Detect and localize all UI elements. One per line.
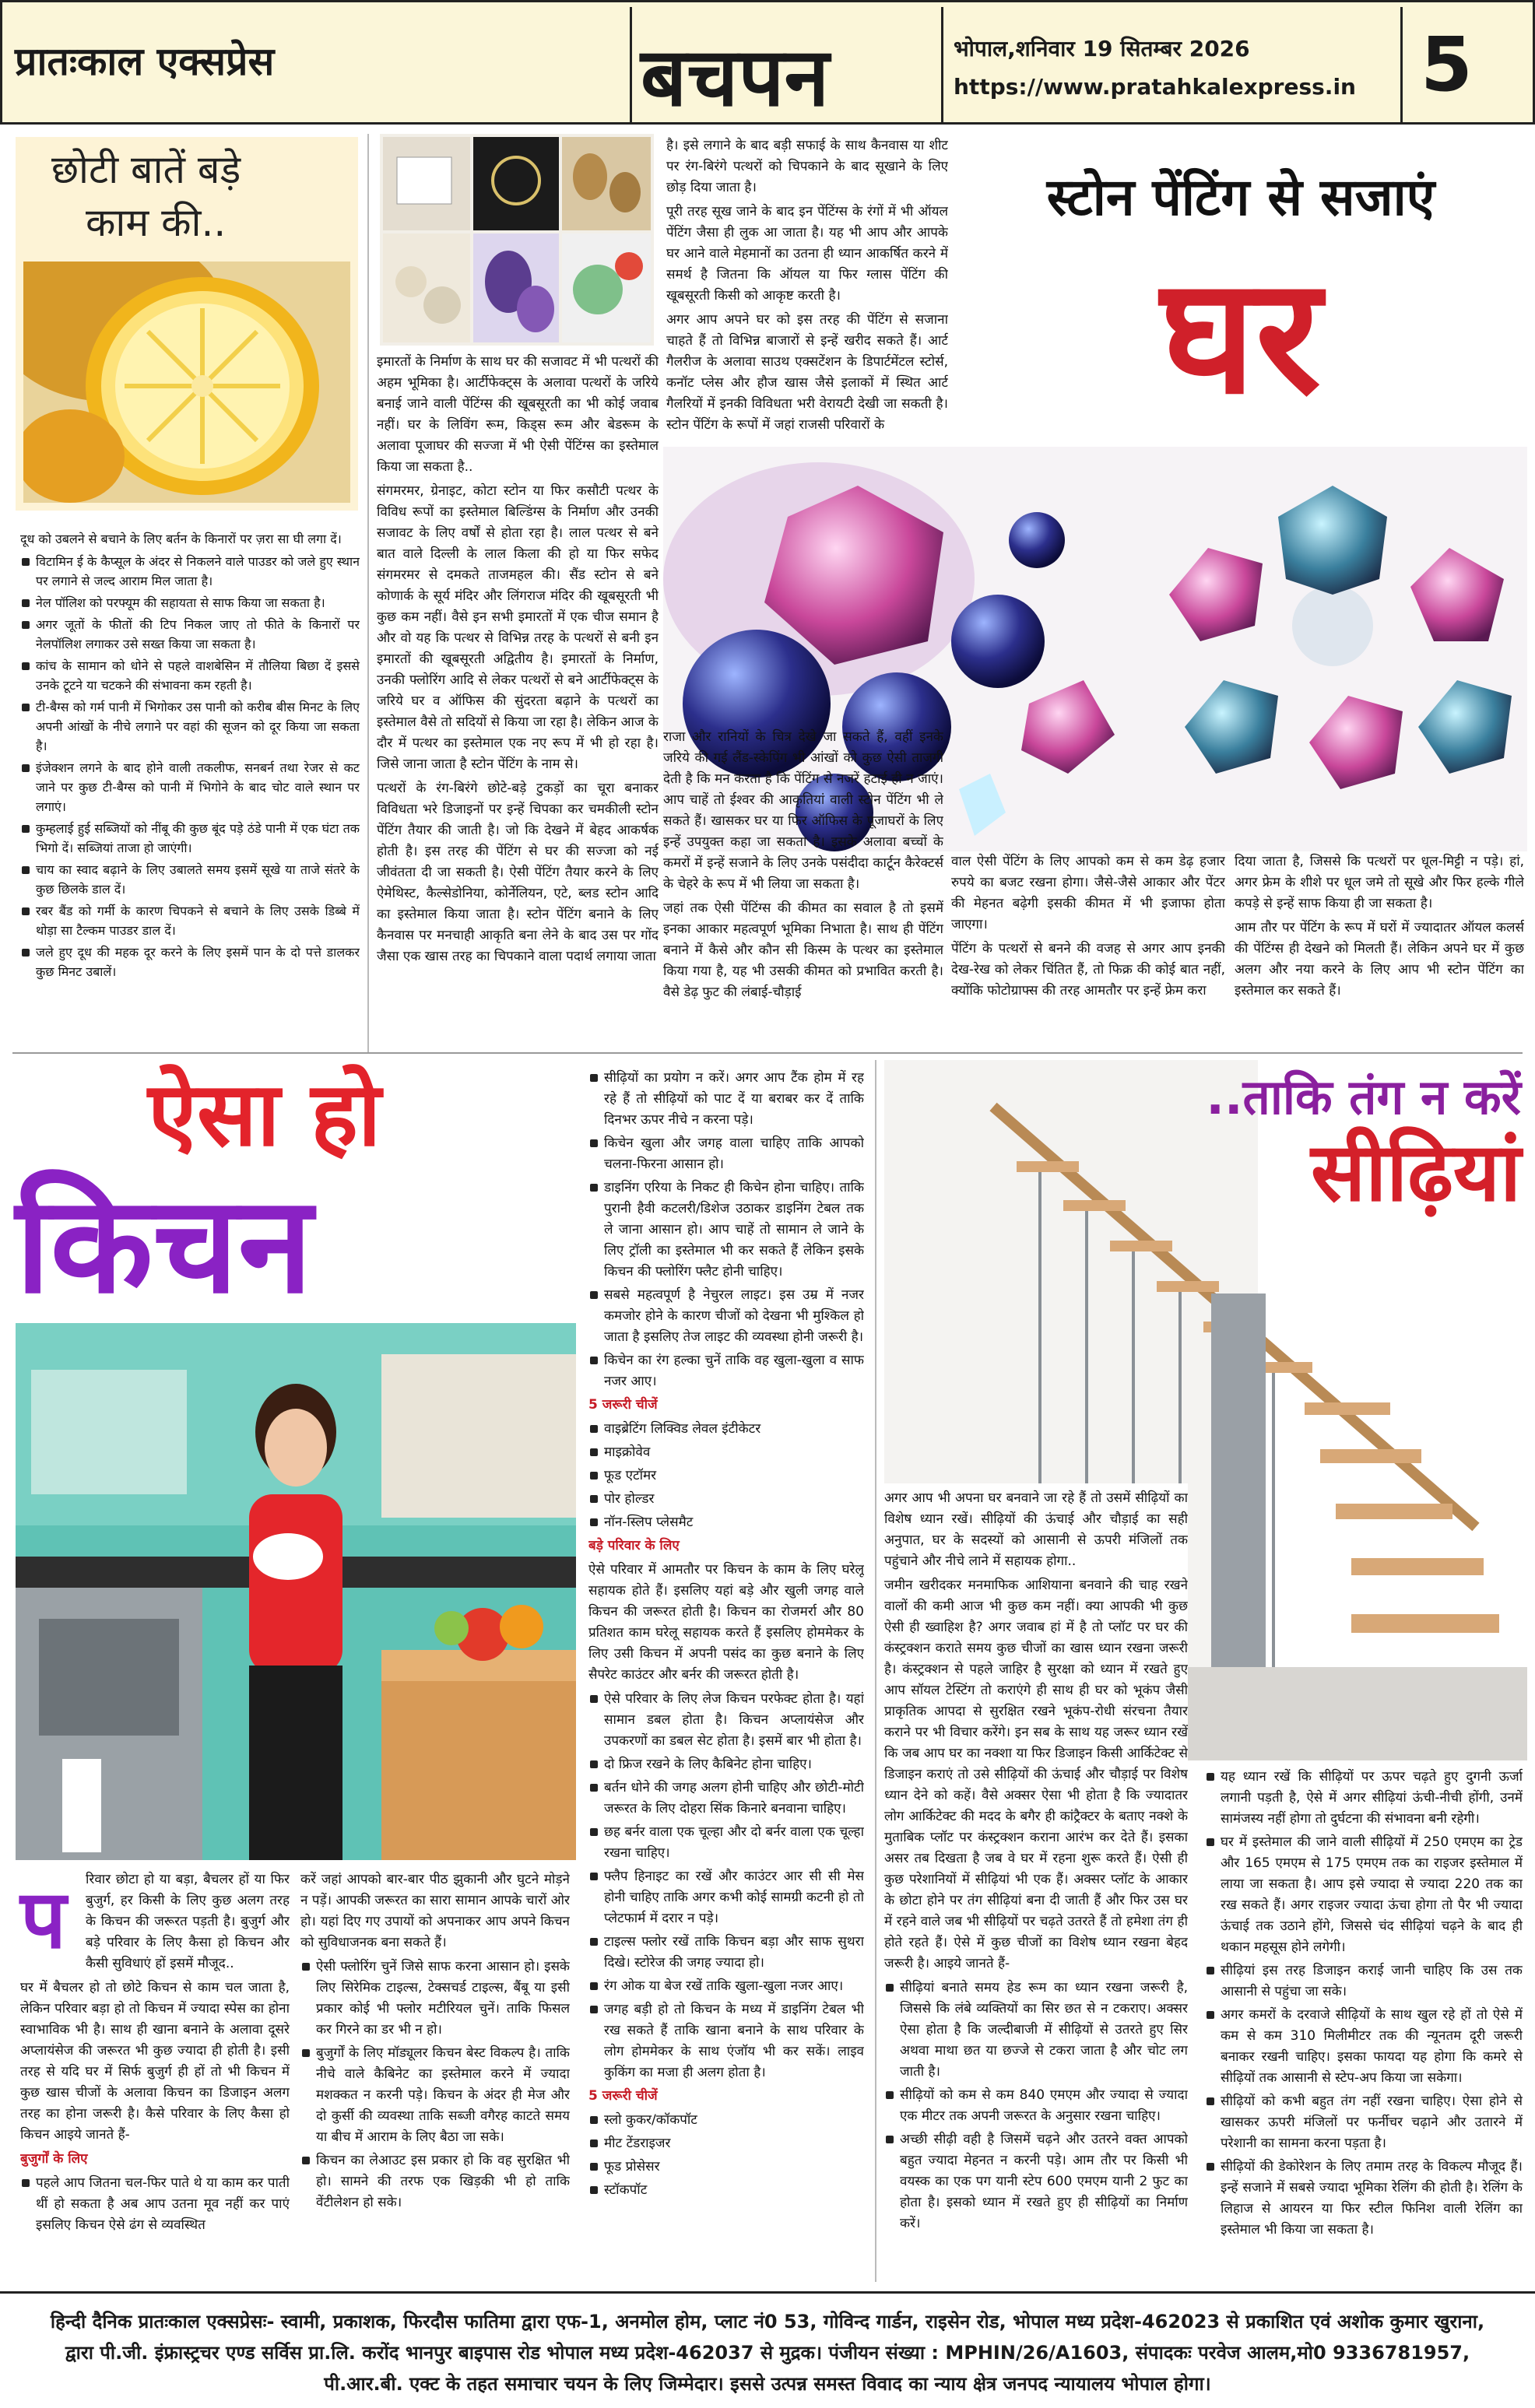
stone-col-3	[663, 727, 943, 1044]
kitchen-bullet: ऐसी फ्लोरिंग चुनें जिसे साफ करना आसान हो। इसके लिए सिरेमिक टाइल्स, टेक्सचर्ड टाइल्स, बैंबू या इसी प्रकार कोई भी फ्लोर मटीरियल चुनें। ताकि फिसल कर गिरने का डर भी न हो।	[300, 1957, 570, 2041]
tip-item: विटामिन ई के कैप्सूल के अंदर से निकलने वाले पाउडर को जले हुए स्थान पर लगाने से जल्द आराम मिल जाता है।	[20, 552, 360, 591]
stairs-headline-block	[1136, 1060, 1526, 1223]
tip-item: रबर बैंड को गर्मी के कारण चिपकने से बचाने के लिए उसके डिब्बे में थोड़ा सा टैल्कम पाउडर डाल दें।	[20, 901, 360, 940]
tip-item: चाय का स्वाद बढ़ाने के लिए उबालते समय इसमें सूखे या ताजे संतरे के कुछ छिलके डाल दें।	[20, 860, 360, 899]
must-have-item: नॉन-स्लिप प्लेसमैट	[588, 1512, 864, 1533]
kitchen-bullet: ऐसे परिवार के लिए लेज किचन परफेक्ट होता है। यहां सामान डबल होता है। किचन अप्लायंसेज और उपकरणों का डबल सेट होता है। इसमें बार भी होता है।	[588, 1689, 864, 1752]
tips-intro: दूध को उबलने से बचाने के लिए बर्तन के किनारों पर ज़रा सा घी लगा दें।	[20, 532, 342, 546]
must-have-item: स्टॉकपॉट	[588, 2180, 864, 2201]
stone-paragraph: है। इसे लगाने के बाद बड़ी सफाई के साथ कैनवास या शीट पर रंग-बिरंगे पत्थरों को चिपकाने के बाद सूखाने के लिए छोड़ दिया जाता है।	[666, 138, 948, 195]
kitchen-col-2	[300, 1869, 570, 2287]
kitchen-intro: रिवार छोटा हो या बड़ा, बैचलर हों या फिर बुजुर्ग, हर किसी के लिए कुछ अलग तरह के किचन की जरूरत पड़ती है। बुजुर्ग और बड़े परिवार के लिए कैसा हो किचन और कैसी सुविधाएं हों इसमें मौजूद..	[86, 1872, 290, 1971]
kitchen-bullet: पहले आप जितना चल-फिर पाते थे या काम कर पाती थीं हो सकता है अब आप उतना मूव नहीं कर पाएं इसलिए किचन ऐसे ढंग से व्यवस्थित	[20, 2173, 290, 2236]
imprint-footer	[0, 2291, 1535, 2408]
masthead-divider	[1400, 7, 1403, 122]
stairs-col-2	[1205, 1767, 1523, 2287]
must-have-item: माइक्रोवेव	[588, 1442, 864, 1463]
stone-paragraph: वाल ऐसी पेंटिंग के लिए आपको कम से कम डेढ़ हजार रुपये का बजट रखना होगा। जैसे-जैसे आकार और पेंटर की मेहनत बढ़ेगी इसकी कीमत में भी इजाफा होता जाएगा।	[951, 854, 1225, 932]
must-have-item: मीट टेंडराइजर	[588, 2133, 864, 2154]
kitchen-bullet: टाइल्स फ्लोर रखें ताकि किचन बड़ा और साफ सुथरा दिखे। स्टोरेज की जगह ज्यादा हो।	[588, 1932, 864, 1974]
masthead-divider	[630, 7, 632, 122]
stone-paragraph: राजा और रानियों के चित्र देखे जा सकते हैं, वहीं इनके जरिये की गई लैंड-स्केपिंग भी आंखों को कुछ ऐसी ताजगी देती है कि मन करता है कि पेंटिंग से नजरें हटाई ही न जाएं। आप चाहें तो ईश्वर की आकृतियां वाली स्टोन पेंटिंग भी ले सकते हैं। खासकर घर या फिर ऑफिस के पूजाघरों के लिए इन्हें उपयुक्त कहा जा सकता है। इसके अलावा बच्चों के कमरों में इन्हें सजाने के लिए उनके पसंदीदा कार्टून कैरेक्टर्स के चेहरे के रूप में भी लिया जा सकता है।	[663, 729, 943, 892]
paper-name: प्रातःकाल एक्सप्रेस	[15, 39, 275, 84]
stairs-paragraph: अगर आप भी अपना घर बनवाने जा रहे हैं तो उसमें सीढ़ियों का विशेष ध्यान रखें। सीढ़ियों की ऊंचाई और चौड़ाई का सही अनुपात, घर के सदस्यों को आसानी से ऊपरी मंजिलों तक पहुंचाने और नीचे लाने में सहायक होगा..	[884, 1490, 1188, 1569]
kitchen-paragraph: ऐसे परिवार में आमतौर पर किचन के काम के लिए घरेलू सहायक होते हैं। इसलिए यहां बड़े और खुली जगह वाले किचन की जरूरत होती है। किचन का रोजमर्रा और 80 प्रतिशत काम घरेलू सहायक करते हैं इसलिए होममेकर के लिए उसी किचन में अपनी पसंद का कुछ बनाने के लिए सैपरेट काउंटर और बर्नर की जरूरत होती है।	[588, 1562, 864, 1683]
stone-paragraph: जहां तक ऐसी पेंटिंग्स की कीमत का सवाल है तो इसमें इनका आकार महत्वपूर्ण भूमिका निभाता है। साथ ही पेंटिंग बनाने में कैसे और कौन सी किस्म के पत्थर का इस्तेमाल किया गया है, यह भी उसकी कीमत को प्रभावित करती है। वैसे डेढ़ फुट की लंबाई-चौड़ाई	[663, 900, 943, 1000]
stairs-col-1	[884, 1483, 1188, 2287]
tips-body	[20, 529, 360, 1043]
family-subhead: बड़े परिवार के लिए	[588, 1538, 680, 1553]
stone-headline-big: घर	[1160, 241, 1321, 430]
stairs-headline-line1: ..ताकि तंग न करें	[1206, 1069, 1521, 1125]
must-have-item: फूड एटॉमर	[588, 1466, 864, 1487]
kitchen-bullet: रंग ओक या बेज रखें ताकि खुला-खुला नजर आए।	[588, 1976, 864, 1997]
column-divider	[367, 134, 369, 1052]
stone-paragraph: पत्थरों के रंग-बिरंगे छोटे-बड़े टुकड़ों का चूरा बनाकर विविधता भरे डिजाइनों पर इन्हें चिपका कर चमकीली स्टोन पेंटिंग तैयार की जाती है। जो कि देखने में बेहद आकर्षक होती है। इस तरह की पेंटिंग से घर की सज्जा को नई जीवंतता दी जा सकती है। ऐसी पेंटिंग तैयार करने के लिए ऐमेथिस्ट, कैल्सेडोनिया, कोर्नेलियन, एटे, ब्लड स्टोन आदि का इस्तेमाल किया जाता है। स्टोन पेंटिंग बनाने के लिए कैनवास पर मनचाही आकृति बना लेने के बाद उस पर गोंद जैसा एक खास तरह का चिपकाने वाला पदार्थ लगाया जाता	[377, 781, 659, 964]
tip-item: इंजेक्शन लगने के बाद होने वाली तकलीफ, सनबर्न तथा रेजर से कट जाने पर कुछ टी-बैग्स को पानी में भिगोने के बाद चोट वाले स्थान पर लगाएं।	[20, 758, 360, 816]
imprint-text	[23, 2306, 1512, 2399]
stairs-bullet: अच्छी सीढ़ी वही है जिसमें चढ़ने और उतरने वक्त आपको बहुत ज्यादा मेहनत न करनी पड़े। आम तौर पर किसी भी वयस्क का एक पग यानी स्टेप 600 एमएम यानी 2 फुट का होता है। इसको ध्यान में रखते हुए ही सीढ़ियों का निर्माण करें।	[884, 2129, 1188, 2234]
must-have-item: वाइब्रेटिंग लिक्विड लेवल इंटीकेटर	[588, 1419, 864, 1440]
stone-headline-block	[961, 137, 1521, 445]
page-number: 5	[1421, 21, 1473, 108]
section-divider	[12, 1052, 1523, 1054]
kitchen-headline-block	[16, 1060, 576, 1325]
kitchen-bullet: दो फ्रिज रखने के लिए कैबिनेट होना चाहिए।	[588, 1754, 864, 1775]
kitchen-paragraph: करें जहां आपको बार-बार पीठ झुकानी और घुटने मोड़ने न पड़ें। आपकी जरूरत का सारा सामान आपके चारों ओर हो। यहां दिए गए उपायों को अपनाकर आप अपने किचन को सुविधाजनक बना सकते हैं।	[300, 1872, 570, 1950]
stairs-bullet: सीढ़ियां बनाते समय हेड रूम का ध्यान रखना जरूरी है, जिससे कि लंबे व्यक्तियों का सिर छत से न टकराए। अक्सर ऐसा होता है कि जल्दीबाजी में सीढ़ियों से उतरते हुए सिर अथवा माथा छत या छज्जे से टकरा जाता है और चोट लग जाती है।	[884, 1978, 1188, 2083]
stairs-bullet: यह ध्यान रखें कि सीढ़ियों पर ऊपर चढ़ते हुए दुगनी ऊर्जा लगानी पड़ती है, ऐसे में अगर सीढ़ियां ऊंची-नीची होंगी, उनमें सामंजस्य नहीं होगा तो दुर्घटना की संभावना बनी रहेगी।	[1205, 1767, 1523, 1830]
tip-item: टी-बैग्स को गर्म पानी में भिगोकर उस पानी को करीब बीस मिनट के लिए अपनी आंखों के नीचे लगाने पर वहां की सूजन को दूर किया जा सकता है।	[20, 697, 360, 756]
kitchen-bullet: सीढ़ियों का प्रयोग न करें। अगर आप टैंक होम में रह रहे हैं तो सीढ़ियों को पाट दें या बराबर कर दें ताकि दिनभर ऊपर नीचे न करना पड़े।	[588, 1068, 864, 1131]
tip-item: कांच के सामान को धोने से पहले वाशबेसिन में तौलिया बिछा दें इससे उनके टूटने या चटकने की संभावना कम रहती है।	[20, 656, 360, 695]
stairs-bullet: घर में इस्तेमाल की जाने वाली सीढ़ियों में 250 एमएम का ट्रेड और 165 एमएम से 175 एमएम तक का राइजर इस्तेमाल में लाया जा सकता है। आप इसे ज्यादा से ज्यादा 220 तक का रख सकते हैं। अगर राइजर ज्यादा ऊंचा होगा तो पैर भी ज्यादा ऊंचाई तक उठाने होंगे, जिससे चंद सीढ़ियां चढ़ने के बाद ही थकान महसूस होने लगेगी।	[1205, 1832, 1523, 1958]
kitchen-headline-line2: किचन	[16, 1167, 313, 1323]
stone-paragraph: पेंटिंग के पत्थरों से बनने की वजह से अगर आप इनकी देख-रेख को लेकर चिंतित हैं, तो फिक्र की कोई बात नहीं, क्योंकि फोटोग्राफ्स की तरह आमतौर पर इन्हें फ्रेम करा	[951, 941, 1225, 999]
stone-paragraph: आम तौर पर पेंटिंग के रूप में घरों में ज्यादातर ऑयल कलर्स की पेंटिंग्स ही देखने को मिलती हैं। लेकिन अपने घर में कुछ अलग और नया करने के लिए आप भी स्टोन पेंटिंग का इस्तेमाल कर सकते हैं।	[1235, 920, 1524, 999]
stone-paragraph: दिया जाता है, जिससे कि पत्थरों पर धूल-मिट्टी न पड़े। हां, अगर फ्रेम के शीशे पर धूल जमे तो सूखे और फिर हल्के गीले कपड़े से इन्हें साफ किया ही जा सकता है।	[1235, 854, 1524, 911]
website-url[interactable]: https://www.pratahkalexpress.in	[954, 74, 1356, 100]
kitchen-bullet: फ्लैप हिनाइट का रखें और काउंटर आर सी सी मेस होनी चाहिए ताकि अगर कभी कोई सामग्री कटनी हो तो प्लेटफार्म में दरार न पड़े।	[588, 1866, 864, 1929]
lemon-photo	[23, 262, 350, 503]
stone-paragraph: अगर आप अपने घर को इस तरह की पेंटिंग से सजाना चाहते हैं तो विभिन्न बाजारों से इन्हें खरीद सकते हैं। आर्ट गैलरीज के अलावा साउथ एक्सटेंशन के डिपार्टमेंटल स्टोर्स, कनॉट प्लेस और हौज खास जैसे इलाकों में स्थित आर्ट गैलरियों में इनकी विविधता भरी वेरायटी देखी जा सकती है। स्टोन पेंटिंग के रूपों में जहां राजसी परिवारों के	[666, 312, 948, 433]
stone-col-4	[951, 851, 1225, 1044]
kitchen-col-1	[20, 1869, 290, 2287]
stairs-headline-line2: सीढ़ियां	[1311, 1125, 1521, 1220]
tip-item: अगर जूतों के फीतों की टिप निकल जाए तो फीते के किनारों पर नेलपॉलिश लगाकर उसे सख्त किया जा सकता है।	[20, 615, 360, 654]
section-title: बचपन	[641, 29, 830, 125]
date-line: भोपाल,शनिवार 19 सितम्बर 2026	[954, 36, 1250, 61]
kitchen-bullet: किचन का लेआउट इस प्रकार हो कि वह सुरक्षित भी हो। सामने की तरफ एक खिड़की भी हो ताकि वेंटीलेशन हो सके।	[300, 2150, 570, 2213]
kitchen-bullet: छह बर्नर वाला एक चूल्हा और दो बर्नर वाला एक चूल्हा रखना चाहिए।	[588, 1822, 864, 1864]
must-have-item: स्लो कुकर/कॉकपॉट	[588, 2110, 864, 2131]
stone-col-2	[666, 135, 948, 447]
tip-item: नेल पॉलिश को परफ्यूम की सहायता से साफ किया जा सकता है।	[20, 593, 360, 613]
kitchen-bullet: सबसे महत्वपूर्ण है नेचुरल लाइट। इस उम्र में नजर कमजोर होने के कारण चीजों को देखना भी मुश्किल हो जाता है इसलिए तेज लाइट की व्यवस्था होनी जरूरी है।	[588, 1285, 864, 1348]
tips-title-line1: छोटी बातें बड़े	[51, 147, 241, 192]
imprint-line: द्वारा पी.जी. इंफ्रास्ट्रचर एण्ड सर्विस प्रा.लि. करोंद भानपुर बाइपास रोड भोपाल मध्य प्रदेश-462037 से मुद्रक। पंजीयन संख्या : MPHIN/26/A1603, संपादकः परवेज आलम,मो0 9336781957,	[65, 2342, 1470, 2364]
elder-subhead: बुजुर्गों के लिए	[20, 2151, 88, 2167]
kitchen-bullet: किचेन खुला और जगह वाला चाहिए ताकि आपको चलना-फिरना आसान हो।	[588, 1133, 864, 1175]
tips-list	[20, 552, 360, 981]
stairs-bullet: अगर कमरों के दरवाजे सीढ़ियों के साथ खुल रहे हों तो ऐसे में कम से कम 310 मिलीमीटर तक की न्यूनतम दूरी जरूरी बनाकर रखनी चाहिए। इसका फायदा यह होगा कि कमरे से सीढ़ियों तक आसानी से स्टेप-अप किया जा सकेगा।	[1205, 2005, 1523, 2089]
stone-paragraph: इमारतों के निर्माण के साथ घर की सजावट में भी पत्थरों की अहम भूमिका है। आर्टीफेक्ट्स के अलावा पत्थरों के जरिये बनाई जाने वाली पेंटिंग्स की खूबसूरती का भी कोई जवाब नहीं। घर के लिविंग रूम, किड्स रूम और बेडरूम के अलावा पूजाघर की सज्जा में भी ऐसी पेंटिंग्स का इस्तेमाल किया जा सकता है..	[377, 354, 659, 475]
kitchen-paragraph: घर में बैचलर हो तो छोटे किचन से काम चल जाता है, लेकिन परिवार बड़ा हो तो किचन में ज्यादा स्पेस का होना स्वाभाविक भी है। साथ ही खाना बनाने के अलावा दूसरे अप्लायंसेज की जरूरत भी कुछ ज्यादा ही होती है। इसी तरह से यदि घर में सिर्फ बुजुर्ग ही हों तो भी किचन में कुछ खास चीजों के अलावा किचन का डिजाइन अलग तरह का होना जरूरी है। कैसे परिवार के लिए कैसा हो किचन आइये जानते हैं-	[20, 1980, 290, 2143]
kitchen-bullet: बुजुर्गों के लिए मॉड्यूलर किचन बेस्ट विकल्प है। ताकि नीचे वाले कैबिनेट का इस्तेमाल करने में ज्यादा मशक्कत न करनी पड़े। किचन के अंदर ही मेज और दो कुर्सी की व्यवस्था ताकि सब्जी वगैरह काटते समय या बीच में आराम के लिए बैठा जा सके।	[300, 2043, 570, 2148]
tips-header-box	[16, 137, 358, 511]
imprint-line: पी.आर.बी. एक्ट के तहत समाचार चयन के लिए जिम्मेदार। इससे उत्पन्न समस्त विवाद का न्याय क्षेत्र जनपद न्यायालय भोपाल होगा।	[324, 2373, 1211, 2395]
stone-col-1	[377, 352, 659, 1044]
kitchen-drop-cap: प	[20, 1872, 67, 1967]
tip-item: जले हुए दूध की महक दूर करने के लिए इसमें पान के दो पत्ते डालकर कुछ मिनट उबालें।	[20, 942, 360, 981]
stairs-bullet: सीढ़ियों को कम से कम 840 एमएम और ज्यादा से ज्यादा एक मीटर तक अपनी जरूरत के अनुसार रखना चाहिए।	[884, 2085, 1188, 2127]
stairs-paragraph: जमीन खरीदकर मनमाफिक आशियाना बनवाने की चाह रखने वालों की कमी आज भी कुछ कम नहीं। क्या आपकी भी कुछ ऐसी ही ख्वाहिश है? अगर जवाब हां में है तो प्लॉट पर घर की कंस्ट्रक्शन कराते समय कुछ चीजों का खास ध्यान रखना जरूरी है। कंस्ट्रक्शन से पहले जाहिर है सुरक्षा को ध्यान में रखते हुए आप सॉयल टेस्टिंग तो कराएंगे ही साथ ही घर को भूकंप जैसी प्राकृतिक आपदा से सुरक्षित रखने भूकंप-रोधी संरचना तैयार कराने पर भी विचार करेंगे। इन सब के साथ यह जरूर ध्यान रखें कि जब आप घर का नक्शा या फिर डिजाइन किसी आर्किटेक्ट से डिजाइन कराएं तो उसे सीढ़ियों की ऊंचाई और चौड़ाई पर विशेष ध्यान देने को कहें। वैसे अक्सर ऐसा भी होता है कि ज्यादातर लोग आर्किटेक्ट की मदद के बगैर ही कांट्रैक्टर के बताए नक्शे के मुताबिक प्लॉट पर कंस्ट्रक्शन कराना आरंभ कर देते हैं। इसका असर तब दिखता है जब वे घर में रहना शुरू करते हैं। ऐसी ही कुछ परेशानियों में सीढ़ियां भी एक हैं। अक्सर प्लॉट के आकार के छोटा होने पर तंग सीढ़ियां बना दी जाती हैं और फिर उस घर में रहने वाले जब भी सीढ़ियों पर चढ़ते उतरते हैं तो हमेशा तंग ही होते रहते हैं। ऐसे में कुछ चीजों का विशेष ध्यान रखना बेहद जरूरी है। आइये जानते हैं-	[884, 1578, 1188, 1971]
stairs-bullet: सीढ़ियां इस तरह डिजाइन कराई जानी चाहिए कि उस तक आसानी से पहुंचा जा सके।	[1205, 1960, 1523, 2003]
kitchen-photo	[16, 1323, 576, 1860]
kitchen-headline-line1: ऐसा हो	[148, 1062, 381, 1166]
column-divider	[875, 1060, 876, 2282]
kitchen-bullet: किचेन का रंग हल्का चुनें ताकि वह खुला-खुला व साफ नजर आए।	[588, 1350, 864, 1392]
stone-paragraph: पूरी तरह सूख जाने के बाद इन पेंटिंग्स के रंगों में भी ऑयल पेंटिंग जैसा ही लुक आ जाता है। यह भी आप और आपके घर आने वाले मेहमानों का उतना ही ध्यान आकर्षित करने में समर्थ है जितना कि ऑयल या फिर ग्लास पेंटिंग की खूबसूरती किसी को आकृष्ट करती है।	[666, 204, 948, 304]
stone-craft-collage	[380, 134, 654, 346]
must-have-subhead: 5 जरूरी चीजें	[588, 2088, 658, 2104]
kitchen-bullet: डाइनिंग एरिया के निकट ही किचेन होना चाहिए। ताकि पुरानी हैवी कटलरी/डिशेज उठाकर डाइनिंग टेबल तक ले जाना आसान हो। आप चाहें तो सामान ले जाने के लिए ट्रॉली का इस्तेमाल भी कर सकते हैं लेकिन इसके किचन की फ्लोरिंग फ्लैट होनी चाहिए।	[588, 1178, 864, 1283]
stone-col-5	[1235, 851, 1524, 1044]
stone-paragraph: संगमरमर, ग्रेनाइट, कोटा स्टोन या फिर कसौटी पत्थर के विविध रूपों का इस्तेमाल बिल्डिंग्स के निर्माण और उनकी सजावट के लिए वर्षों से होता रहा है। लाल पत्थर से बने बात वाले दिल्ली के लाल किला की हो या फिर सफेद संगमरमर से दमकते ताजमहल की। सैंड स्टोन से बने कोणार्क के सूर्य मंदिर और लिंगराज मंदिर की खूबसूरती भी कुछ कम नहीं। वैसे इन सभी इमारतों में एक चीज समान है और वो यह कि पत्थर से विभिन्न तरह के पत्थरों से बनी इन इमारतों की खूबसूरती अद्वितीय है। इमारतों के निर्माण, उनकी फ्लोरिंग आदि से लेकर पत्थरों से बने आर्टीफेक्ट्स के जरिये घर व ऑफिस की सुंदरता बढ़ाने के पत्थरों का इस्तेमाल वैसे तो सदियों से किया जा रहा है। लेकिन आज के दौर में पत्थर का इस्तेमाल एक नए रूप में भी हो रहा है। जिसे जाना जाता है स्टोन पेंटिंग के नाम से।	[377, 483, 659, 772]
tip-item: कुम्हलाई हुई सब्जियों को नींबू की कुछ बूंद पड़े ठंडे पानी में एक घंटा तक भिगो दें। सब्जियां ताजा हो जाएंगी।	[20, 819, 360, 858]
stairs-bullet: सीढ़ियों की डेकोरेशन के लिए तमाम तरह के विकल्प मौजूद हैं। इन्हें सजाने में सबसे ज्यादा भूमिका रेलिंग की होती है। रेलिंग के लिहाज से आयरन या फिर स्टील फिनिश वाली रेलिंग का इस्तेमाल भी किया जा सकता है।	[1205, 2157, 1523, 2241]
tips-title-line2: काम की..	[86, 200, 227, 245]
must-have-subhead: 5 जरूरी चीजें	[588, 1397, 658, 1413]
imprint-line: हिन्दी दैनिक प्रातःकाल एक्सप्रेसः- स्वामी, प्रकाशक, फिरदौस फातिमा द्वारा एफ-1, अनमोल होम, प्लाट नं0 53, गोविन्द गार्डन, राइसेन रोड, भोपाल मध्य प्रदेश-462023 से प्रकाशित एवं अशोक कुमार खुराना,	[50, 2311, 1485, 2333]
masthead-divider	[941, 7, 943, 122]
kitchen-bullet: जगह बड़ी हो तो किचन के मध्य में डाइनिंग टेबल भी रख सकते हैं ताकि खाना बनाने के साथ परिवार के लोग होममेकर के साथ एंजॉय भी कर सकें। लाइव कुकिंग का मजा ही अलग होता है।	[588, 1999, 864, 2083]
kitchen-bullet: बर्तन धोने की जगह अलग होनी चाहिए और छोटी-मोटी जरूरत के लिए दोहरा सिंक किनारे बनवाना चाहिए।	[588, 1778, 864, 1820]
must-have-item: पोर होल्डर	[588, 1489, 864, 1510]
kitchen-col-3	[588, 1068, 864, 2287]
must-have-item: फूड प्रोसेसर	[588, 2157, 864, 2178]
masthead	[0, 0, 1535, 125]
stone-headline: स्टोन पेंटिंग से सजाएं	[1046, 167, 1435, 227]
stairs-bullet: सीढ़ियों को कभी बहुत तंग नहीं रखना चाहिए। ऐसा होने से खासकर ऊपरी मंजिलों पर फर्नीचर चढ़ाने और उतारने में परेशानी का सामना करना पड़ता है।	[1205, 2091, 1523, 2154]
